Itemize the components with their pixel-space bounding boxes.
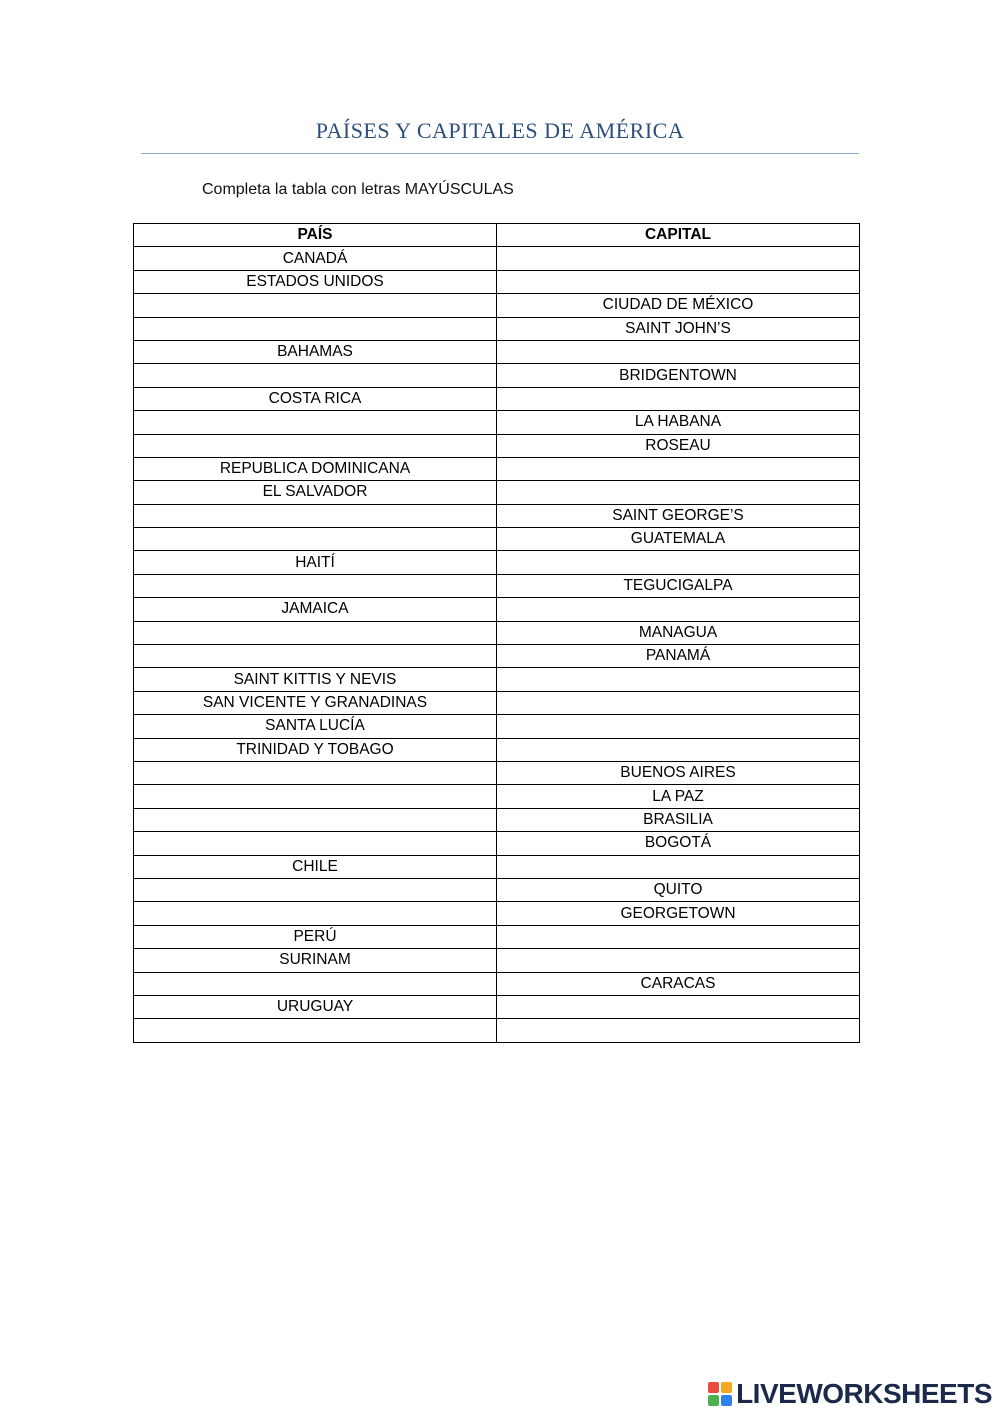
cell-pais[interactable] <box>134 832 497 855</box>
cell-pais: ESTADOS UNIDOS <box>134 270 497 293</box>
cell-capital[interactable] <box>497 457 860 480</box>
cell-pais: PERÚ <box>134 925 497 948</box>
cell-pais[interactable] <box>134 528 497 551</box>
cell-capital[interactable] <box>497 738 860 761</box>
cell-capital[interactable] <box>497 949 860 972</box>
cell-pais: TRINIDAD Y TOBAGO <box>134 738 497 761</box>
table-row <box>134 902 860 925</box>
cell-pais[interactable] <box>134 761 497 784</box>
cell-capital[interactable] <box>497 855 860 878</box>
table-row <box>134 294 860 317</box>
cell-pais: SAINT KITTIS Y NEVIS <box>134 668 497 691</box>
cell-capital[interactable] <box>497 925 860 948</box>
cell-pais[interactable] <box>134 808 497 831</box>
table-row <box>134 598 860 621</box>
cell-capital: GUATEMALA <box>497 528 860 551</box>
table-row <box>134 715 860 738</box>
cell-capital[interactable] <box>497 715 860 738</box>
table-header-row <box>134 224 860 247</box>
cell-pais[interactable] <box>134 621 497 644</box>
cell-capital[interactable] <box>497 387 860 410</box>
cell-pais: SURINAM <box>134 949 497 972</box>
cell-pais: URUGUAY <box>134 995 497 1018</box>
table-row <box>134 668 860 691</box>
cell-capital[interactable] <box>497 481 860 504</box>
cell-capital: SAINT GEORGE’S <box>497 504 860 527</box>
table-row <box>134 785 860 808</box>
cell-pais: CHILE <box>134 855 497 878</box>
table-row <box>134 691 860 714</box>
table-row <box>134 481 860 504</box>
table-row <box>134 340 860 363</box>
cell-pais: REPUBLICA DOMINICANA <box>134 457 497 480</box>
document-title: PAÍSES Y CAPITALES DE AMÉRICA <box>315 118 685 143</box>
cell-pais: CANADÁ <box>134 247 497 270</box>
cell-pais: EL SALVADOR <box>134 481 497 504</box>
countries-capitals-table <box>133 223 860 1043</box>
cell-pais[interactable] <box>134 972 497 995</box>
cell-capital[interactable] <box>497 995 860 1018</box>
table-row <box>134 247 860 270</box>
cell-capital[interactable] <box>497 340 860 363</box>
logo-square <box>721 1395 732 1406</box>
cell-capital[interactable] <box>497 598 860 621</box>
table-row <box>134 972 860 995</box>
cell-capital: CARACAS <box>497 972 860 995</box>
cell-capital: BRASILIA <box>497 808 860 831</box>
cell-capital: MANAGUA <box>497 621 860 644</box>
table-row <box>134 551 860 574</box>
cell-capital: BRIDGENTOWN <box>497 364 860 387</box>
table-row <box>134 387 860 410</box>
title-underline <box>141 153 859 154</box>
table-row <box>134 878 860 901</box>
cell-capital: GEORGETOWN <box>497 902 860 925</box>
table-row <box>134 925 860 948</box>
cell-pais[interactable] <box>134 364 497 387</box>
cell-pais: BAHAMAS <box>134 340 497 363</box>
cell-pais: HAITÍ <box>134 551 497 574</box>
table-row <box>134 949 860 972</box>
cell-capital: QUITO <box>497 878 860 901</box>
cell-pais[interactable] <box>134 411 497 434</box>
cell-capital[interactable] <box>497 551 860 574</box>
cell-pais[interactable] <box>134 504 497 527</box>
table-row <box>134 574 860 597</box>
cell-pais[interactable] <box>134 294 497 317</box>
cell-capital: LA HABANA <box>497 411 860 434</box>
table-row <box>134 411 860 434</box>
table-row <box>134 832 860 855</box>
table-row <box>134 855 860 878</box>
table-row <box>134 504 860 527</box>
table-body <box>134 247 860 1042</box>
cell-pais[interactable] <box>134 317 497 340</box>
cell-pais: COSTA RICA <box>134 387 497 410</box>
cell-pais[interactable] <box>134 645 497 668</box>
cell-capital: BUENOS AIRES <box>497 761 860 784</box>
table-row <box>134 621 860 644</box>
logo-square <box>708 1382 719 1393</box>
table-row <box>134 761 860 784</box>
cell-capital[interactable] <box>497 270 860 293</box>
cell-capital[interactable] <box>497 247 860 270</box>
logo-square <box>721 1382 732 1393</box>
liveworksheets-logo-icon <box>708 1382 732 1406</box>
cell-capital: SAINT JOHN’S <box>497 317 860 340</box>
logo-square <box>708 1395 719 1406</box>
table-row <box>134 317 860 340</box>
cell-capital: ROSEAU <box>497 434 860 457</box>
table-row <box>134 645 860 668</box>
cell-pais[interactable] <box>134 878 497 901</box>
instructions-text: Completa la tabla con letras MAYÚSCULAS <box>202 181 514 198</box>
table-row <box>134 738 860 761</box>
cell-capital: CIUDAD DE MÉXICO <box>497 294 860 317</box>
cell-capital: PANAMÁ <box>497 645 860 668</box>
table-row <box>134 434 860 457</box>
table-row <box>134 808 860 831</box>
cell-pais: SAN VICENTE Y GRANADINAS <box>134 691 497 714</box>
table-row <box>134 270 860 293</box>
header-capital: CAPITAL <box>497 224 860 247</box>
liveworksheets-brand <box>708 1378 992 1410</box>
cell-capital: TEGUCIGALPA <box>497 574 860 597</box>
cell-capital[interactable] <box>497 1019 860 1042</box>
cell-pais[interactable] <box>134 785 497 808</box>
cell-capital: BOGOTÁ <box>497 832 860 855</box>
cell-pais[interactable] <box>134 574 497 597</box>
cell-capital[interactable] <box>497 691 860 714</box>
cell-pais: JAMAICA <box>134 598 497 621</box>
cell-pais[interactable] <box>134 1019 497 1042</box>
cell-pais: SANTA LUCÍA <box>134 715 497 738</box>
header-pais: PAÍS <box>134 224 497 247</box>
table-row <box>134 364 860 387</box>
table-row <box>134 1019 860 1042</box>
table-row <box>134 528 860 551</box>
cell-capital[interactable] <box>497 668 860 691</box>
cell-pais[interactable] <box>134 434 497 457</box>
table-row <box>134 995 860 1018</box>
table-row <box>134 457 860 480</box>
cell-pais[interactable] <box>134 902 497 925</box>
brand-text: LIVEWORKSHEETS <box>736 1378 992 1409</box>
cell-capital: LA PAZ <box>497 785 860 808</box>
